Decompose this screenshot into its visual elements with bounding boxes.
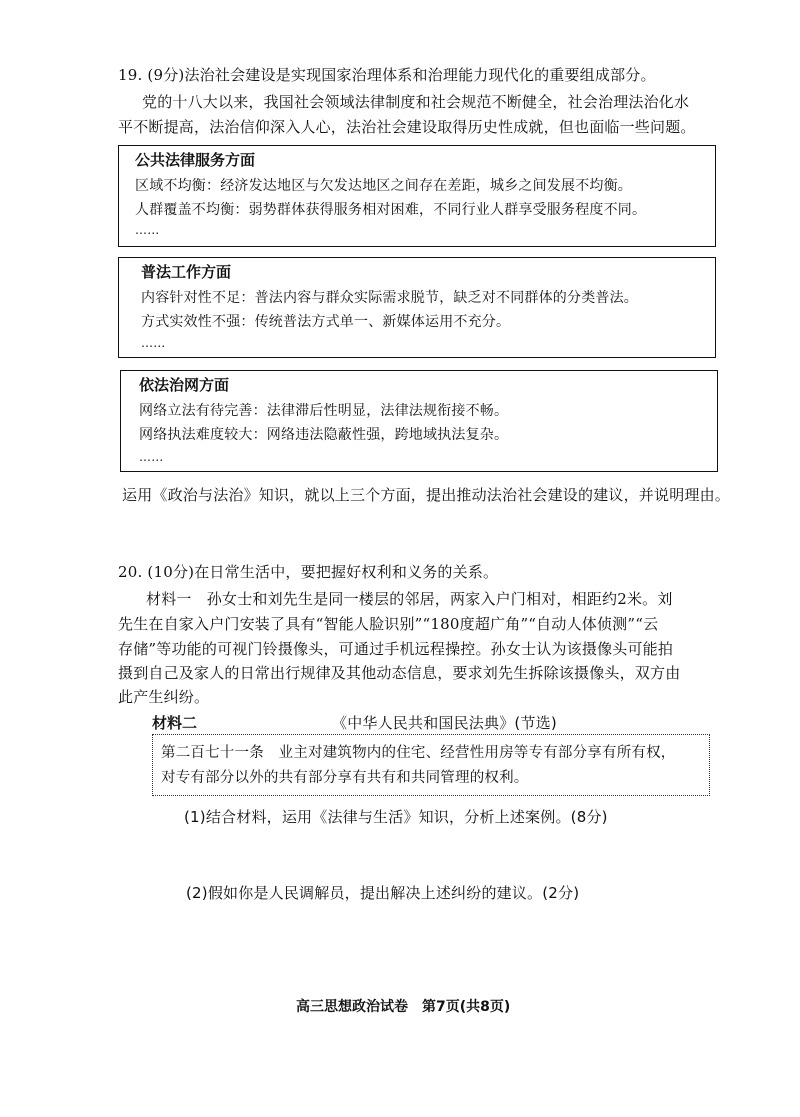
q20-stem: 20. (10分)在日常生活中，要把握好权利和义务的关系。 [118,563,499,581]
box-line: 人群覆盖不均衡：弱势群体获得服务相对困难，不同行业人群享受服务程度不同。 [135,202,647,218]
q20-material2-label: 材料二 [152,714,198,732]
q20-material1-line3: 存储”等功能的可视门铃摄像头，可通过手机远程操控。孙女士认为该摄像头可能拍 [118,640,674,658]
box-public-legal-services [118,145,716,247]
q20-subquestion-1: (1)结合材料，运用《法律与生活》知识，分析上述案例。(8分) [184,808,608,826]
q20-material1-line1: 材料一 孙女士和刘先生是同一楼层的邻居，两家入户门相对，相距约2米。刘 [146,590,673,608]
box-ellipsis: …… [141,336,166,350]
q20-material1-line5: 此产生纠纷。 [118,688,210,706]
box-line: 网络执法难度较大：网络违法隐蔽性强，跨地域执法复杂。 [139,427,509,443]
q19-intro-line2: 平不断提高，法治信仰深入人心，法治社会建设取得历史性成就，但也面临一些问题。 [118,118,696,136]
q19-intro-line1: 党的十八大以来，我国社会领域法律制度和社会规范不断健全，社会治理法治化水 [142,93,690,111]
box-line: 内容针对性不足：普法内容与群众实际需求脱节，缺乏对不同群体的分类普法。 [141,290,638,306]
q19-question: 运用《政治与法治》知识，就以上三个方面，提出推动法治社会建设的建议，并说明理由。 [122,486,731,504]
box-title: 依法治网方面 [139,376,230,394]
law-excerpt-box [152,734,710,796]
q20-material1-line2: 先生在自家入户门安装了具有“智能人脸识别”“180度超广角”“自动人体侦测”“云 [118,615,659,633]
q20-material1-line4: 摄到自己及家人的日常出行规律及其他动态信息，要求刘先生拆除该摄像头，双方由 [118,664,681,682]
law-line: 对专有部分以外的共有部分享有共有和共同管理的权利。 [161,770,529,786]
box-ellipsis: …… [139,450,164,464]
q19-stem: 19. (9分)法治社会建设是实现国家治理体系和治理能力现代化的重要组成部分。 [118,66,656,84]
page-footer: 高三思想政治试卷 第7页(共8页) [296,999,511,1015]
box-line: 方式实效性不强：传统普法方式单一、新媒体运用不充分。 [141,314,511,330]
box-line: 区域不均衡：经济发达地区与欠发达地区之间存在差距，城乡之间发展不均衡。 [135,178,632,194]
box-ellipsis: …… [135,223,160,237]
q20-subquestion-2: (2)假如你是人民调解员，提出解决上述纠纷的建议。(2分) [186,884,580,902]
box-title: 公共法律服务方面 [135,151,256,169]
law-line: 第二百七十一条 业主对建筑物内的住宅、经营性用房等专有部分享有所有权， [161,745,676,761]
box-line: 网络立法有待完善：法律滞后性明显，法律法规衔接不畅。 [139,403,509,419]
box-title: 普法工作方面 [141,263,232,281]
box-legal-education [118,257,716,358]
q20-material2-title: 《中华人民共和国民法典》(节选) [332,714,557,732]
box-internet-governance [120,370,718,472]
